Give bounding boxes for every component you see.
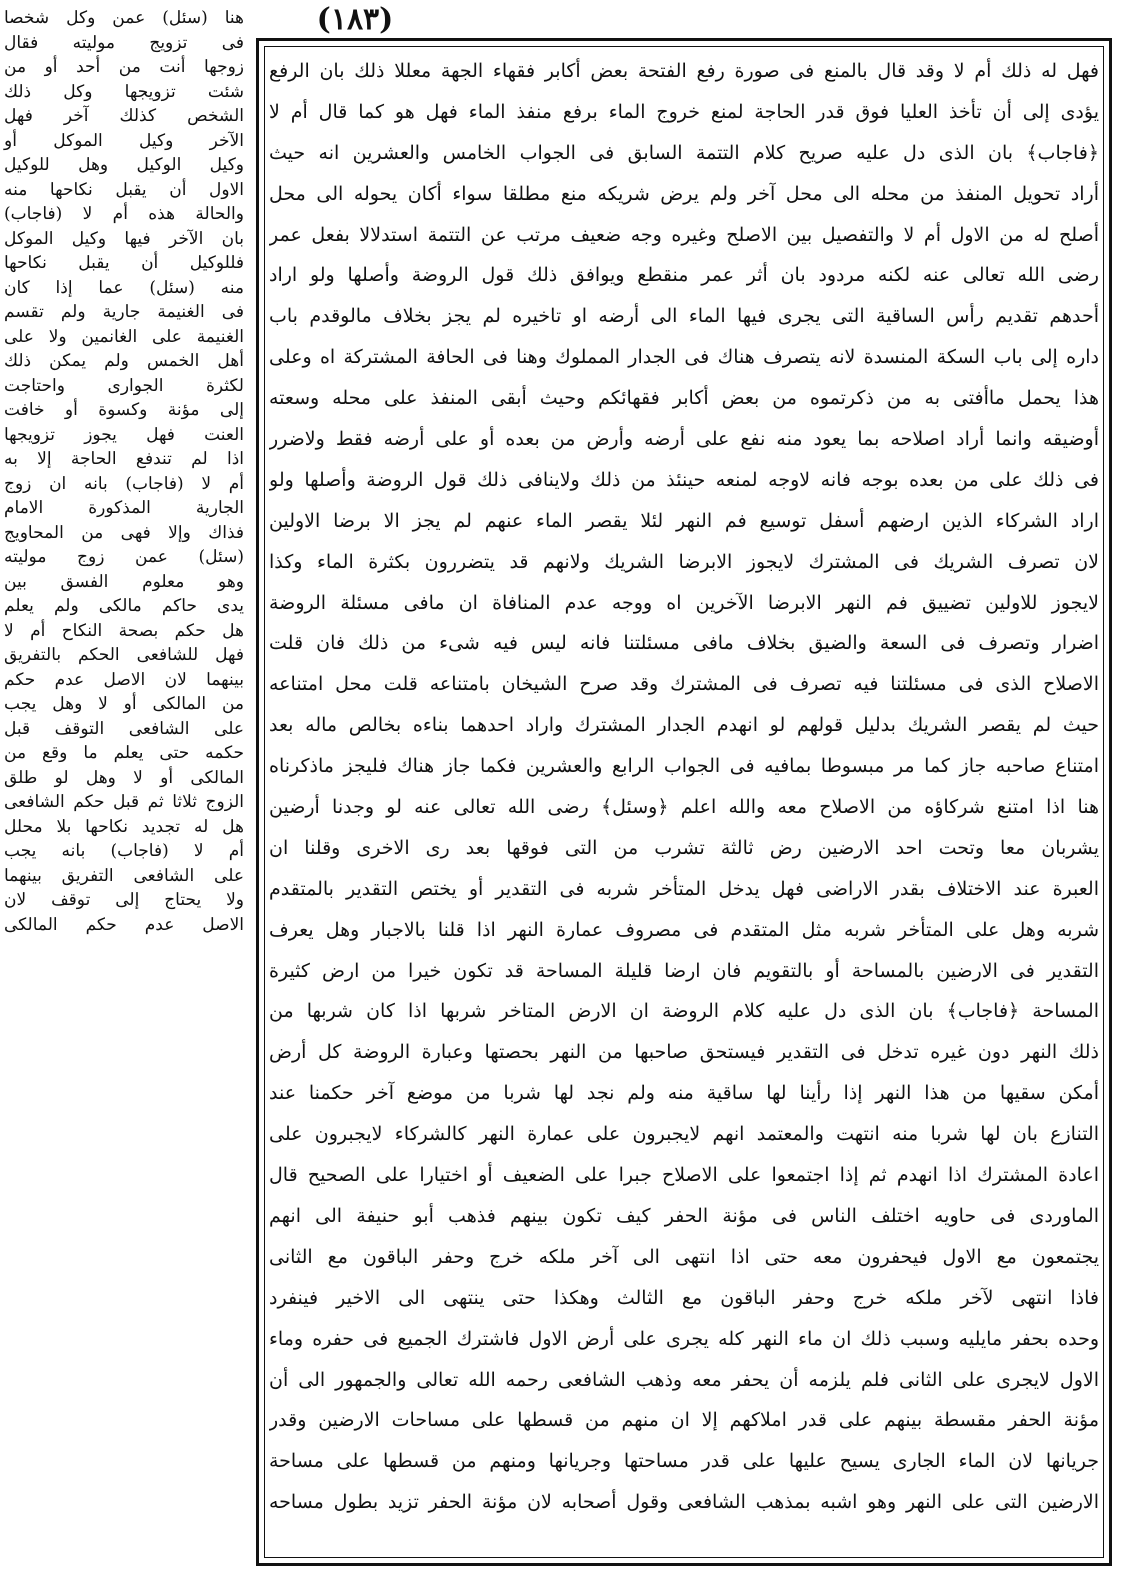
margin-line: شئت تزويجها وكل ذلك xyxy=(4,81,244,102)
margin-line: لكثرة الجوارى واحتاجت xyxy=(4,375,244,396)
text-line: هذا يحمل ماأفتى به من ذكرتموه من بعض أكابر فقهائكم وحيث أبقى المنفذ على محله وسعته xyxy=(269,387,1099,410)
text-line: العبرة عند الاختلاف بقدر الاراضى فهل يدخل المتأخر شربه فى التقدير أو يختص التقدير بالمتقدم xyxy=(269,877,1099,900)
text-line: اعادة المشترك اذا انهدم ثم إذا اجتمعوا على الاصلاح جبرا على الضعيف أو اختيارا على الصحيح قال xyxy=(269,1164,1099,1187)
margin-line: (سئل) عمن زوج موليته xyxy=(4,547,244,567)
text-line: يجتمعون مع الاول فيحفرون معه حتى اذا انتهى الى آخر ملكه خرج وحفر الباقون مع الثانى xyxy=(269,1245,1099,1268)
text-line: فهل له ذلك أم لا وقد قال بالمنع فى صورة رفع الفتحة بعض أكابر فقهاء الجهة معللا ذلك بان الرفع xyxy=(269,60,1099,82)
text-line: أوضيقه وانما أراد اصلاحه بما يعود منه نفع على أرضه وأرض من بعده أو على أرضه فقط ولاضرر xyxy=(269,428,1099,451)
text-line: اراد الشركاء الذين ارضهم أسفل توسيع فم النهر لئلا يقصر الماء عنهم لم يجز الا برضا الاولين xyxy=(269,509,1099,532)
text-line: أمكن سقيها من هذا النهر إذا رأينا لها ساقية منه ولم نجد لها شربا من موضع آخر حكمنا عند xyxy=(269,1082,1099,1105)
margin-line: من المالكى أو لا وهل يجب xyxy=(4,694,244,714)
margin-line: الاصل عدم حكم المالكى xyxy=(4,914,244,935)
margin-line: فى الغنيمة جارية ولم تقسم xyxy=(4,302,244,322)
margin-line: فللوكيل أن يقبل نكاحها xyxy=(4,253,244,273)
text-line: داره إلى باب السكة المنسدة لانه يتصرف هناك فى الجدار المملوك وهنا فى الحافة المشتركة اه وعلى xyxy=(269,346,1099,369)
margin-line: الاول أن يقبل نكاحها منه xyxy=(4,179,244,200)
text-line: أراد تحويل المنفذ من محله الى محل آخر ولم يرض شريكه منع مطلقا سواء أكان يحوله الى محل xyxy=(269,182,1099,205)
margin-commentary xyxy=(4,6,244,937)
margin-line: الشخص كذلك آخر فهل xyxy=(4,106,244,126)
text-line: جريانها لان الماء الجارى يسيح عليها على قدر مساحتها وجريانها ومنهم من قسطها على مساحة xyxy=(269,1450,1099,1473)
margin-line: العنت فهل يجوز تزويجها xyxy=(4,424,244,445)
text-line: التنازع بان لها شربا منه انتهت والمعتمد انهم لايجبرون على عمارة النهر كالشركاء لايجبرون على xyxy=(269,1123,1099,1146)
margin-line: منه (سئل) عما إذا كان xyxy=(4,277,244,298)
main-text xyxy=(269,51,1099,1523)
margin-line: زوجها أنت من أحد أو من xyxy=(4,57,244,77)
margin-line: فهل للشافعى الحكم بالتفريق xyxy=(4,645,244,665)
text-line: اضرار وتصرف فى السعة والضيق بخلاف مافى مسئلتنا فانه ليس فيه شىء من ذلك فان قلت xyxy=(269,632,1099,655)
text-line: فى ذلك على من بعده بوجه فانه لاوجه لمنعه حينئذ من ذلك ولاينافى ذلك قول الروضة وأصلها ولو xyxy=(269,468,1099,491)
text-line: الماوردى فى حاويه اختلف الناس فى مؤنة الحفر كيف تكون بينهم فذهب أبو حنيفة الى انهم xyxy=(269,1204,1099,1227)
margin-line: أم لا (فاجاب) بانه يجب xyxy=(4,841,244,861)
text-line: المساحة ﴿فاجاب﴾ بان الذى دل عليه كلام الروضة ان الارض المتاخر شربها اذا كان شربها من xyxy=(269,1000,1099,1023)
margin-line: فى تزويج موليته فقال xyxy=(4,32,244,53)
text-line: فاذا انتهى لآخر ملكه خرج وحفر الباقون مع الثالث وهكذا حتى ينتهى الى الاخير فينفرد xyxy=(269,1286,1099,1309)
margin-line: إلى مؤنة وكسوة أو خافت xyxy=(4,400,244,420)
margin-line: ولا يحتاج إلى توقف لان xyxy=(4,890,244,910)
margin-line: بينهما لان الاصل عدم حكم xyxy=(4,669,244,690)
margin-line: أم لا (فاجاب) بانه ان زوج xyxy=(4,473,244,494)
main-text-frame xyxy=(256,38,1112,1566)
margin-line: الجارية المذكورة الامام xyxy=(4,498,244,518)
margin-line: الغنيمة على الغانمين ولا على xyxy=(4,326,244,347)
text-line: يشربان معا وتحت احد الارضين رض ثالثة تشرب من التى فوقها بعد رى الاخرى وقلنا ان xyxy=(269,836,1099,859)
text-line: مؤنة الحفر مقسطة بينهم على قدر املاكهم إلا ان منهم من قسطها على مساحات الارضين وقدر xyxy=(269,1409,1099,1432)
text-line: الاصلاح الذى فى مسئلتنا فيه تصرف فى المشترك وقد صرح الشيخان بامتناعه قلت محل امتناعه xyxy=(269,673,1099,696)
text-line: شربه وهل على المتأخر شربه مثل المتقدم فى مصروف عمارة النهر اذا قلنا بالاجبار وهل يعرف xyxy=(269,918,1099,941)
margin-line: هل حكم بصحة النكاح أم لا xyxy=(4,620,244,641)
margin-line: حكمه حتى يعلم ما وقع من xyxy=(4,743,244,763)
text-line: هنا اذا امتنع شركاؤه من الاصلاح معه والله اعلم ﴿وسئل﴾ رضى الله تعالى عنه لو وجدنا أرضين xyxy=(269,796,1099,819)
margin-line: الزوج ثلاثا ثم قبل حكم الشافعى xyxy=(4,792,244,812)
margin-line: هل له تجديد نكاحها بلا محلل xyxy=(4,816,244,837)
margin-line: الآخر وكيل الموكل أو xyxy=(4,130,244,151)
margin-line: اذا لم تندفع الحاجة إلا به xyxy=(4,449,244,469)
margin-line: والحالة هذه أم لا (فاجاب) xyxy=(4,204,244,224)
text-line: لايجوز للاولين تضييق فم النهر الابرضا الآخرين اه ووجه عدم المنافاة ان مافى مسئلة الروضة xyxy=(269,591,1099,614)
margin-line: أهل الخمس ولم يمكن ذلك xyxy=(4,351,244,371)
text-line: رضى الله تعالى عنه لكنه مردود بان أثر عمر منقطع ويوافق ذلك قول الروضة وأصلها ولو اراد xyxy=(269,264,1099,287)
text-line: ﴿فاجاب﴾ بان الذى دل عليه صريح كلام التتمة السابق فى الجواب الخامس والعشرين انه حيث xyxy=(269,141,1099,164)
text-line: التقدير فى الارضين بالمساحة أو بالتقويم فان ارضا قليلة المساحة قد تكون خيرا من ارض كثيرة xyxy=(269,959,1099,982)
text-line: امتناع صاحبه جاز كما مر مبسوطا بمافيه فى الجواب الرابع والعشرين فكما جاز هناك فليجز ماذكرناه xyxy=(269,755,1099,778)
margin-line: وهو معلوم الفسق بين xyxy=(4,571,244,592)
text-line: الاول لايجرى على الثانى فلم يلزمه أن يحفر معه وذهب الشافعى رحمه الله تعالى والجمهور الى أن xyxy=(269,1368,1099,1391)
margin-line: هنا (سئل) عمن وكل شخصا xyxy=(4,8,244,28)
margin-line: المالكى أو لا وهل لو طلق xyxy=(4,767,244,788)
text-line: الارضين التى على النهر وهو اشبه بمذهب الشافعى وقول أصحابه لان مؤنة الحفر تزيد بطول مساحه xyxy=(269,1491,1099,1514)
margin-line: وكيل الوكيل وهل للوكيل xyxy=(4,155,244,175)
margin-line: فذاك وإلا فهى من المحاويج xyxy=(4,522,244,543)
page-number: (١٨٣) xyxy=(316,2,394,37)
text-line: وحده بحفر مايليه وسبب ذلك ان ماء النهر كله يجرى على أرض الاول فاشترك الجميع فى حفره وماء xyxy=(269,1327,1099,1350)
text-line: لان تصرف الشريك فى المشترك لايجوز الابرضا الشريك ولانهم قد يتضررون بكثرة الماء وكذا xyxy=(269,550,1099,573)
text-line: ذلك النهر دون غيره تدخل فى التقدير فيستحق صاحبها من النهر بحصتها وعبارة الروضة كل أرض xyxy=(269,1041,1099,1064)
margin-line: على الشافعى التوقف قبل xyxy=(4,718,244,739)
text-line: أصلح له من الاول أم لا والتفصيل بين الاصلح وغيره وجه ضعيف مرتب عن التتمة استدلالا بفعل عمر xyxy=(269,223,1099,246)
text-line: حيث لم يقصر الشريك بدليل قولهم لو انهدم الجدار المشترك واراد احدهما بناءه بخالص ماله بعد xyxy=(269,714,1099,737)
margin-line: يدى حاكم مالكى ولم يعلم xyxy=(4,596,244,616)
text-line: أحدهم تقديم رأس الساقية التى يجرى فيها الماء الى أرضه او تاخيره لم يجز بخلاف مالوقدم باب xyxy=(269,305,1099,328)
text-line: يؤدى إلى أن تأخذ العليا فوق قدر الحاجة لمنع خروج الماء برفع منفذ الماء فهل هو كما قال أم لا xyxy=(269,100,1099,123)
margin-line: على الشافعى التفريق بينهما xyxy=(4,865,244,886)
margin-line: بان الآخر فيها وكيل الموكل xyxy=(4,228,244,249)
